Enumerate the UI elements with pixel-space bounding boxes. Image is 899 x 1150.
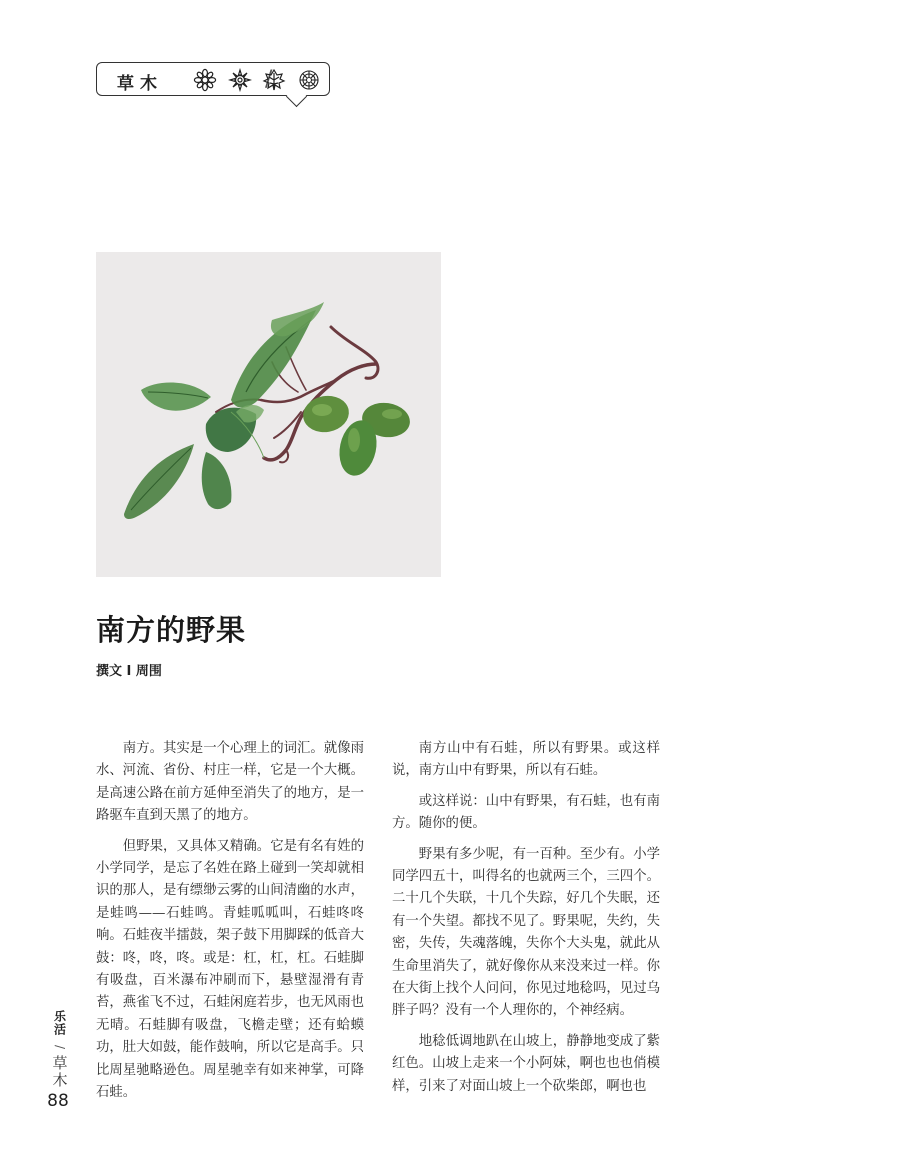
paragraph: 或这样说：山中有野果，有石蛙，也有南方。随你的便。 (392, 793, 660, 832)
flower-icon (193, 68, 217, 92)
paragraph: 但野果，又具体又精确。它是有名有姓的小学同学，是忘了名姓在路上碰到一笑却就相识的那人，是有缥缈云雾的山间清幽的水声，是蛙鸣——石蛙鸣。青蛙呱呱叫，石蛙咚咚响。石蛙夜半擂鼓，架子鼓下用脚踩的低音大鼓：咚，咚，咚。或是：杠，杠，杠。石蛙脚有吸盘，百米瀑布冲刷而下，悬壁湿滑有青苔，燕雀飞不过，石蛙闲庭若步，也无风雨也无晴。石蛙脚有吸盘，飞檐走壁；还有蛤蟆功，肚大如鼓，能作鼓响，所以它是高手。只比周星驰略逊色。周星驰幸有如来神掌，可降石蛙。 (96, 838, 364, 1101)
illustration (96, 252, 441, 577)
section-divider: / (265, 67, 273, 92)
folio (48, 1010, 72, 1111)
body-column-right (392, 738, 660, 1106)
folio-separator: / (52, 1044, 67, 1050)
leaf-icon (262, 68, 286, 92)
section-tag (96, 62, 330, 96)
article-byline: 撰文 I 周围 (96, 664, 162, 679)
watercolor-fruit-branch (96, 252, 441, 577)
sun-flower-icon (228, 68, 252, 92)
folio-section: 草木 (50, 1055, 69, 1089)
paragraph: 地稔低调地趴在山坡上，静静地变成了紫红色。山坡上走来一个小阿妹，啊也也也俏模样，引来了对面山坡上一个砍柴郎，啊也也 (392, 1033, 660, 1094)
paragraph: 野果有多少呢，有一百种。至少有。小学同学四五十，叫得名的也就两三个，三四个。二十几个失联，十几个失踪，好几个失眠，还有一个失望。都找不见了。野果呢，失约，失密，失传，失魂落魄，失你个大头鬼，就此从生命里消失了，就好像你从来没来过一样。你在大街上找个人问问，你见过地稔吗，见过乌胖子吗？没有一个人理你的，个神经病。 (392, 846, 660, 1019)
body-column-left (96, 738, 364, 1113)
paragraph: 南方山中有石蛙，所以有野果。或这样说，南方山中有野果，所以有石蛙。 (392, 741, 660, 779)
blossom-icon (297, 68, 321, 92)
magazine-name: 乐活 (52, 1010, 67, 1036)
section-label: 草木 (117, 74, 163, 94)
page-number: 88 (47, 1091, 69, 1111)
article-title: 南方的野果 (96, 613, 247, 647)
paragraph: 南方。其实是一个心理上的词汇。就像雨水、河流、省份、村庄一样，它是一个大概。是高速公路在前方延伸至消失了的地方，是一路驱车直到天黑了的地方。 (96, 741, 364, 824)
